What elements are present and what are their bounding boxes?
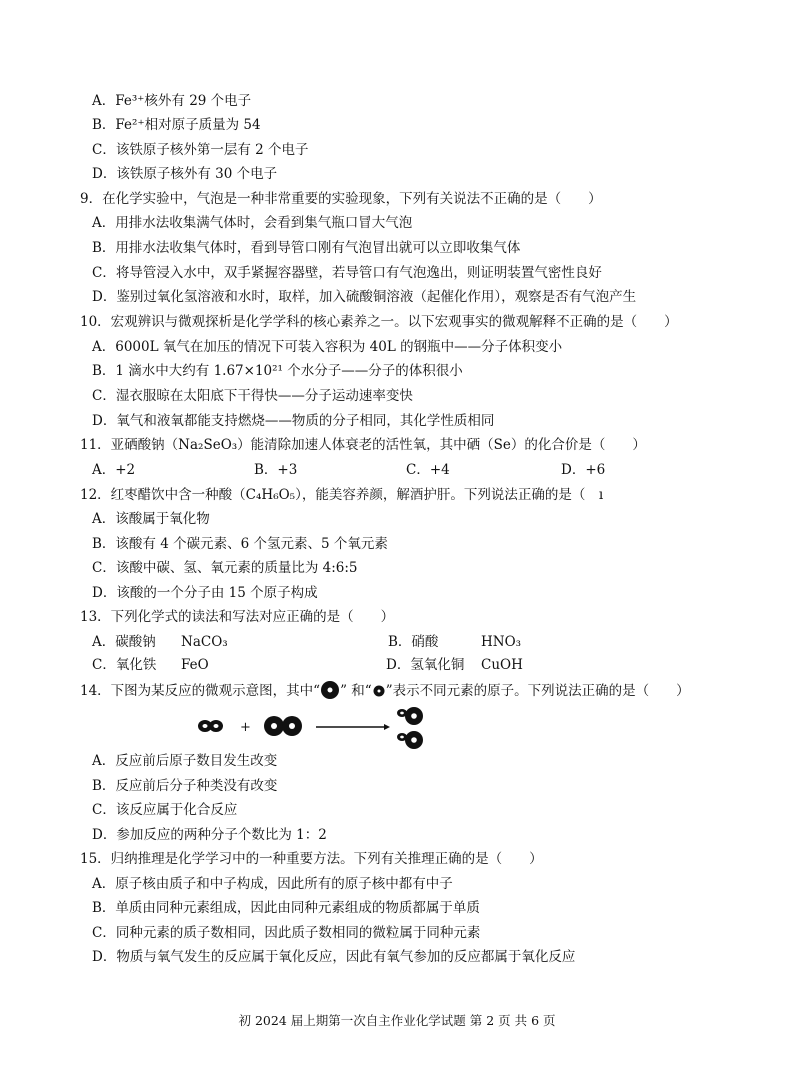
q15-option-a: A．原子核由质子和中子构成，因此所有的原子核中都有中子: [92, 876, 453, 892]
q11-option-b: B．+3: [254, 462, 298, 478]
option-d: D．该铁原子核外有 30 个电子: [92, 166, 278, 182]
plus-sign: +: [240, 720, 251, 735]
q11-option-a: A．+2: [92, 462, 136, 478]
q12-option-c: C．该酸中碳、氢、氧元素的质量比为 4:6:5: [92, 560, 358, 576]
q12-option-d: D．该酸的一个分子由 15 个原子构成: [92, 585, 318, 601]
product-molecule-top: [397, 707, 423, 725]
q14-option-a: A．反应前后原子数目发生改变: [92, 753, 278, 769]
question-10-stem: 10．宏观辨识与微观探析是化学学科的核心素养之一。以下宏观事实的微观解释不正确的是（ ）: [80, 314, 678, 330]
q14-stem-part1: 14．下图为某反应的微观示意图，其中“: [80, 683, 321, 699]
question-12-stem: 12．红枣醋饮中含一种酸（C₄H₆O₅），能美容养颜，解酒护肝。下列说法正确的是（ ı: [80, 487, 604, 503]
q10-option-d: D．氧气和液氧都能支持燃烧——物质的分子相同，其化学性质相同: [92, 413, 495, 429]
option-b: B．Fe²⁺相对原子质量为 54: [92, 117, 261, 133]
option-c: C．该铁原子核外第一层有 2 个电子: [92, 142, 309, 158]
q14-stem-part3: ”表示不同元素的原子。下列说法正确的是（ ）: [385, 683, 690, 699]
q13-option-b-name: B．硝酸: [388, 634, 439, 650]
q13-option-c-formula: FeO: [181, 657, 209, 673]
q9-option-b: B．用排水法收集气体时，看到导管口刚有气泡冒出就可以立即收集气体: [92, 240, 521, 256]
q10-option-b: B．1 滴水中大约有 1.67×10²¹ 个水分子——分子的体积很小: [92, 363, 463, 379]
q9-option-d: D．鉴别过氧化氢溶液和水时，取样，加入硫酸铜溶液（起催化作用），观察是否有气泡产生: [92, 289, 637, 305]
q14-option-d: D．参加反应的两种分子个数比为 1：2: [92, 827, 327, 843]
product-molecule-bottom: [397, 731, 423, 749]
q11-option-c: C．+4: [406, 462, 450, 478]
q12-option-a: A．该酸属于氧化物: [92, 511, 210, 527]
q13-option-a-formula: NaCO₃: [181, 634, 228, 650]
option-a: A．Fe³⁺核外有 29 个电子: [92, 93, 252, 109]
question-11-stem: 11．亚硒酸钠（Na₂SeO₃）能清除加速人体衰老的活性氧，其中硒（Se）的化合价是（ ）: [80, 437, 646, 453]
reactant-small-molecule: [198, 720, 223, 732]
q10-option-a: A．6000L 氧气在加压的情况下可装入容积为 40L 的钢瓶中——分子体积变小: [92, 339, 563, 355]
q10-option-c: C．湿衣服晾在太阳底下干得快——分子运动速率变快: [92, 388, 413, 404]
question-15-stem: 15．归纳推理是化学学习中的一种重要方法。下列有关推理正确的是（ ）: [80, 851, 543, 867]
reactant-large-molecule: [264, 716, 302, 736]
q13-option-d-formula: CuOH: [481, 657, 523, 673]
page-footer: 初 2024 届上期第一次自主作业化学试题 第 2 页 共 6 页: [238, 1013, 556, 1028]
q13-option-c-name: C．氧化铁: [92, 657, 157, 673]
q15-option-b: B．单质由同种元素组成，因此由同种元素组成的物质都属于单质: [92, 900, 480, 916]
q11-option-d: D．+6: [561, 462, 606, 478]
q13-option-b-formula: HNO₃: [481, 634, 522, 650]
large-atom-icon: [320, 680, 340, 700]
question-13-stem: 13．下列化学式的读法和写法对应正确的是（ ）: [80, 609, 395, 625]
q13-option-d-name: D．氢氧化铜: [386, 657, 465, 673]
q9-option-c: C．将导管浸入水中，双手紧握容器壁，若导管口有气泡逸出，则证明装置气密性良好: [92, 265, 602, 281]
q15-option-d: D．物质与氧气发生的反应属于氧化反应，因此有氧气参加的反应都属于氧化反应: [92, 949, 576, 965]
q14-option-b: B．反应前后分子种类没有改变: [92, 778, 278, 794]
q14-stem-part2: ” 和“: [340, 683, 372, 699]
small-atom-icon: [372, 684, 386, 698]
question-9-stem: 9．在化学实验中，气泡是一种非常重要的实验现象，下列有关说法不正确的是（ ）: [80, 191, 602, 207]
q12-option-b: B．该酸有 4 个碳元素、6 个氢元素、5 个氧元素: [92, 536, 388, 552]
reaction-diagram: [190, 704, 450, 754]
q14-option-c: C．该反应属于化合反应: [92, 802, 238, 818]
question-14-stem: [80, 680, 690, 700]
reaction-arrow: [316, 724, 390, 730]
q9-option-a: A．用排水法收集满气体时，会看到集气瓶口冒大气泡: [92, 215, 413, 231]
q15-option-c: C．同种元素的质子数相同，因此质子数相同的微粒属于同种元素: [92, 925, 481, 941]
q13-option-a-name: A．碳酸钠: [92, 634, 156, 650]
